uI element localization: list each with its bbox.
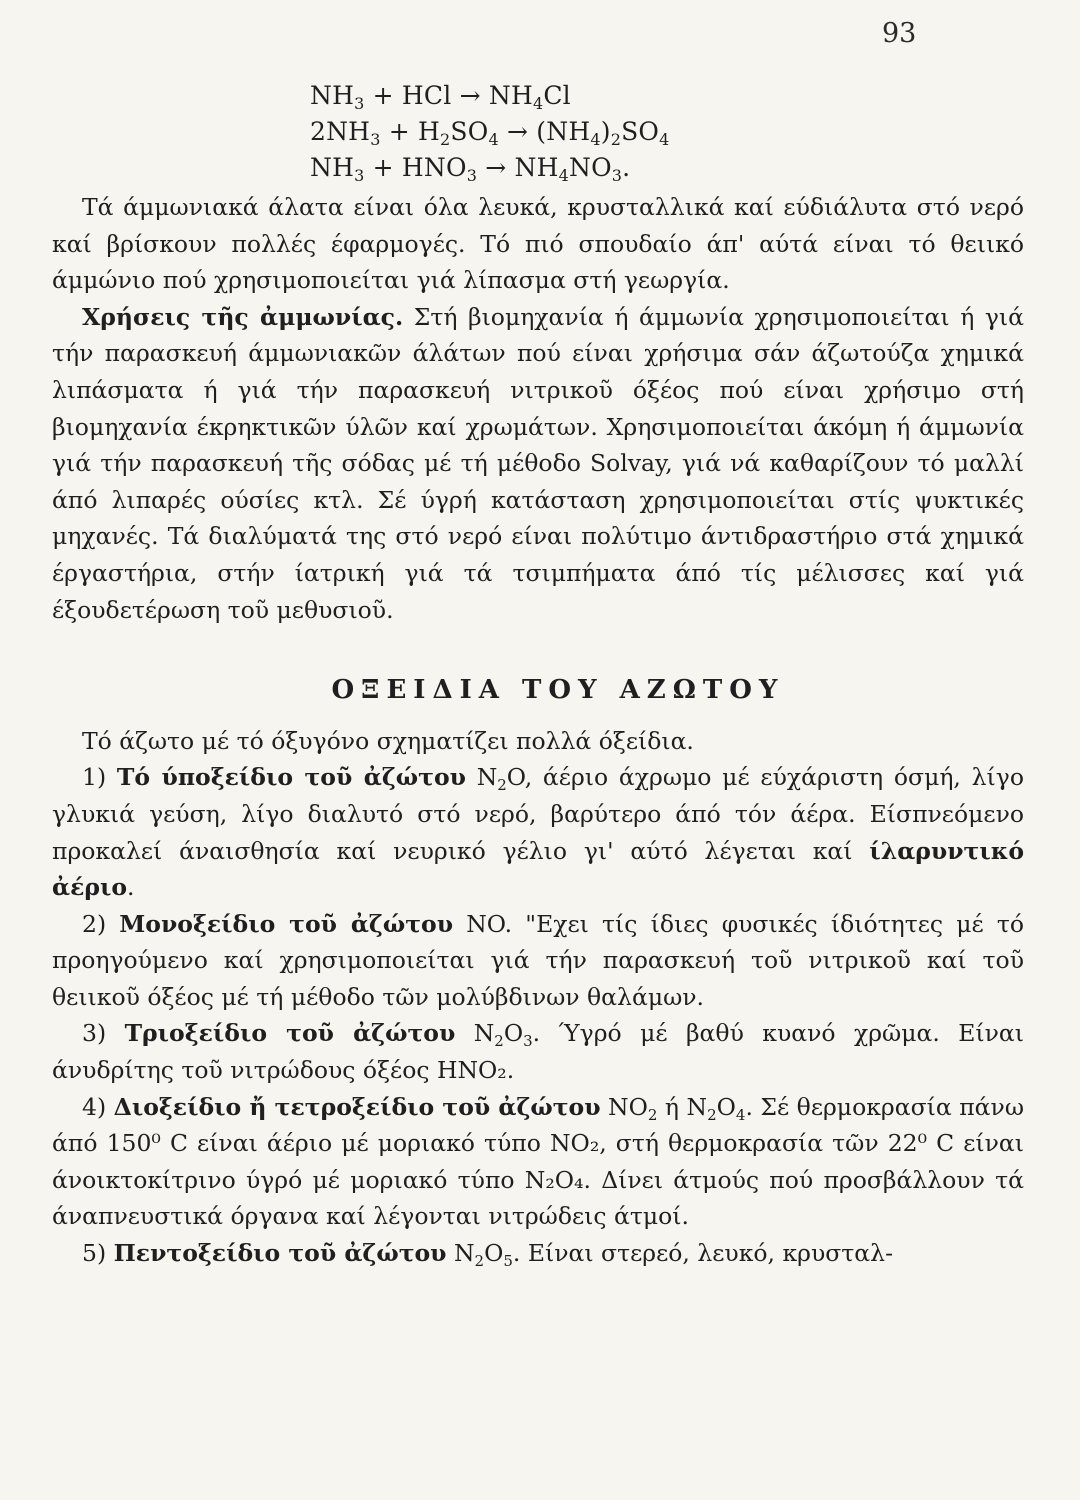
oxide-description: . "Εχει τίς ίδιες φυσικές ίδιότητες μέ τό προηγούμενο καί χρησιμοποιείται γιά τήν παρασκευή τοῦ νιτρικοῦ καί τοῦ θειικοῦ όξέος μέ τή μέθοδο τῶν μολύβδινων θαλάμων.	[52, 909, 1024, 1011]
oxide-tail: .	[127, 873, 135, 902]
oxide-item-3	[52, 1015, 1024, 1088]
oxide-name: Διοξείδιο ἤ τετροξείδιο τοῦ ἀζώτου	[113, 1092, 601, 1121]
formula-part: O	[484, 1239, 504, 1268]
oxide-name: Μονοξείδιο τοῦ ἀζώτου	[119, 909, 453, 938]
formula-part: O	[503, 1019, 524, 1048]
eq-text: → (NH	[498, 117, 591, 146]
equation-3	[310, 150, 670, 186]
oxide-name: Πεντοξείδιο τοῦ ἀζώτου	[113, 1239, 447, 1268]
equation-1	[310, 78, 670, 114]
formula-part: N	[453, 1239, 475, 1268]
eq-text: SO	[621, 117, 660, 146]
oxide-item-2	[52, 906, 1024, 1016]
eq-text: NH	[310, 153, 355, 182]
oxide-name: Τριοξείδιο τοῦ ἀζώτου	[124, 1019, 456, 1048]
eq-text: )	[600, 117, 611, 146]
oxide-name: Τό ύποξείδιο τοῦ ἀζώτου	[116, 763, 466, 792]
formula-part: ή N	[657, 1092, 708, 1121]
eq-text: + HNO	[364, 153, 467, 182]
item-number: 1)	[82, 763, 117, 792]
oxide-description: . Είναι στερεό, λευκό, κρυσταλ-	[512, 1239, 894, 1268]
item-number: 5)	[82, 1239, 114, 1268]
eq-text: 2NH	[310, 117, 371, 146]
formula-subscript: 5	[503, 1252, 513, 1271]
eq-text: SO	[450, 117, 489, 146]
formula-subscript: 2	[497, 776, 507, 795]
oxide-alt-name: ίλαρυντικό ἀέριο	[52, 836, 1024, 902]
formula-subscript: 2	[494, 1032, 504, 1051]
section-label: Χρήσεις τῆς ἀμμωνίας.	[82, 302, 404, 331]
paragraph-uses-of-ammonia	[52, 299, 1024, 628]
formula-subscript: 2	[647, 1105, 658, 1124]
eq-subscript: 4	[590, 130, 601, 149]
eq-subscript: 4	[488, 130, 499, 149]
eq-subscript: 4	[532, 94, 544, 113]
formula-part: N	[473, 1019, 495, 1048]
section-heading: ΟΞΕΙΔΙΑ ΤΟΥ ΑΖΩΤΟΥ	[331, 675, 785, 706]
formula-subscript: 3	[523, 1032, 533, 1051]
paragraph-text: Στή βιομηχανία ή άμμωνία χρησιμοποιείται ή γιά τήν παρασκευή άμμωνιακῶν άλάτων πού είναι χρήσιμα σάν άζωτούζα χημικά λιπάσματα ή γιά τήν παρασκευή νιτρικοῦ όξέος πού είναι χρήσιμο στή βιομηχανία έκρηκτικῶν ύλῶν καί χρωμάτων. Χρησιμοποιείται άκόμη ή άμμωνία γιά τήν παρασκευή τῆς σόδας μέ τή μέθοδο Solvay, γιά νά καθαρίζουν τό μαλλί άπό λιπαρές ούσίες κτλ. Σέ ύγρή κατάσταση χρησιμοποιείται στίς ψυκτικές μηχανές. Τά διαλύματά της στό νερό είναι πολύτιμο άντιδραστήριο στά χημικά έργαστήρια, στήν ίατρική γιά τά τσιμπήματα άπό τίς μέλισσες καί γιά έξουδετέρωση τοῦ μεθυσιοῦ.	[52, 302, 1024, 624]
eq-text: → NH	[477, 153, 559, 182]
oxide-description: , άέριο άχρωμο μέ εύχάριστη όσμή, λίγο γλυκιά γεύση, λίγο διαλυτό στό νερό, βαρύτερο άπό τόν άέρα. Είσπνεόμενο προκαλεί άναισθησία καί νευρικό γέλιο γι' αύτό λέγεται καί	[52, 763, 1024, 865]
eq-subscript: 2	[610, 130, 622, 149]
item-number: 2)	[82, 909, 120, 938]
eq-text: .	[622, 153, 631, 182]
eq-subscript: 4	[659, 130, 670, 149]
paragraph-ammonium-salts: Τά άμμωνιακά άλατα είναι όλα λευκά, κρυσταλλικά καί εύδιάλυτα στό νερό καί βρίσκουν πολλές έφαρμογές. Τό πιό σπουδαίο άπ' αύτά είναι τό θειικό άμμώνιο πού χρησιμοποιείται γιά λίπασμα στή γεωργία.	[52, 193, 1024, 295]
eq-text: NO	[569, 153, 612, 182]
eq-subscript: 3	[466, 166, 478, 185]
paragraph-oxides-intro: Τό άζωτο μέ τό όξυγόνο σχηματίζει πολλά όξείδια.	[82, 726, 694, 755]
eq-subscript: 3	[354, 166, 365, 185]
formula-subscript: 4	[735, 1105, 746, 1124]
formula-part: O	[716, 1092, 736, 1121]
formula-part: N	[476, 763, 498, 792]
oxide-item-4	[52, 1089, 1024, 1235]
item-number: 3)	[82, 1019, 125, 1048]
page-body	[52, 189, 1024, 1272]
eq-text: Cl	[543, 81, 571, 110]
oxide-description: . Σέ θερμοκρασία πάνω άπό 150⁰ C είναι άέριο μέ μοριακό τύπο NO₂, στή θερμοκρασία τῶν 22⁰ C είναι άνοικτοκίτρινο ύγρό μέ μοριακό τύπο N₂O₄. Δίνει άτμούς πού προσβάλλουν τά άναπνευστικά όργανα καί λέγονται νιτρώδεις άτμοί.	[52, 1092, 1024, 1231]
formula-part: NO	[608, 1092, 648, 1121]
eq-text: NH	[310, 81, 355, 110]
eq-subscript: 3	[370, 130, 381, 149]
page-number: 93	[882, 18, 917, 49]
eq-subscript: 4	[558, 166, 569, 185]
eq-subscript: 3	[354, 94, 365, 113]
formula-subscript: 2	[707, 1105, 717, 1124]
formula-subscript: 2	[474, 1252, 485, 1271]
oxide-item-5	[52, 1235, 1024, 1272]
formula-part: NO	[466, 909, 505, 938]
eq-subscript: 3	[611, 166, 623, 185]
equation-2	[310, 114, 670, 150]
eq-subscript: 2	[440, 130, 451, 149]
eq-text: + HCl → NH	[364, 81, 533, 110]
formula-part: O	[506, 763, 525, 792]
oxide-item-1	[52, 759, 1024, 905]
item-number: 4)	[82, 1092, 114, 1121]
eq-text: + H	[380, 117, 441, 146]
reaction-equations	[310, 78, 670, 186]
oxide-description: . Ύγρό μέ βαθύ κυανό χρῶμα. Είναι άνυδρίτης τοῦ νιτρώδους όξέος HNO₂.	[52, 1019, 1024, 1085]
